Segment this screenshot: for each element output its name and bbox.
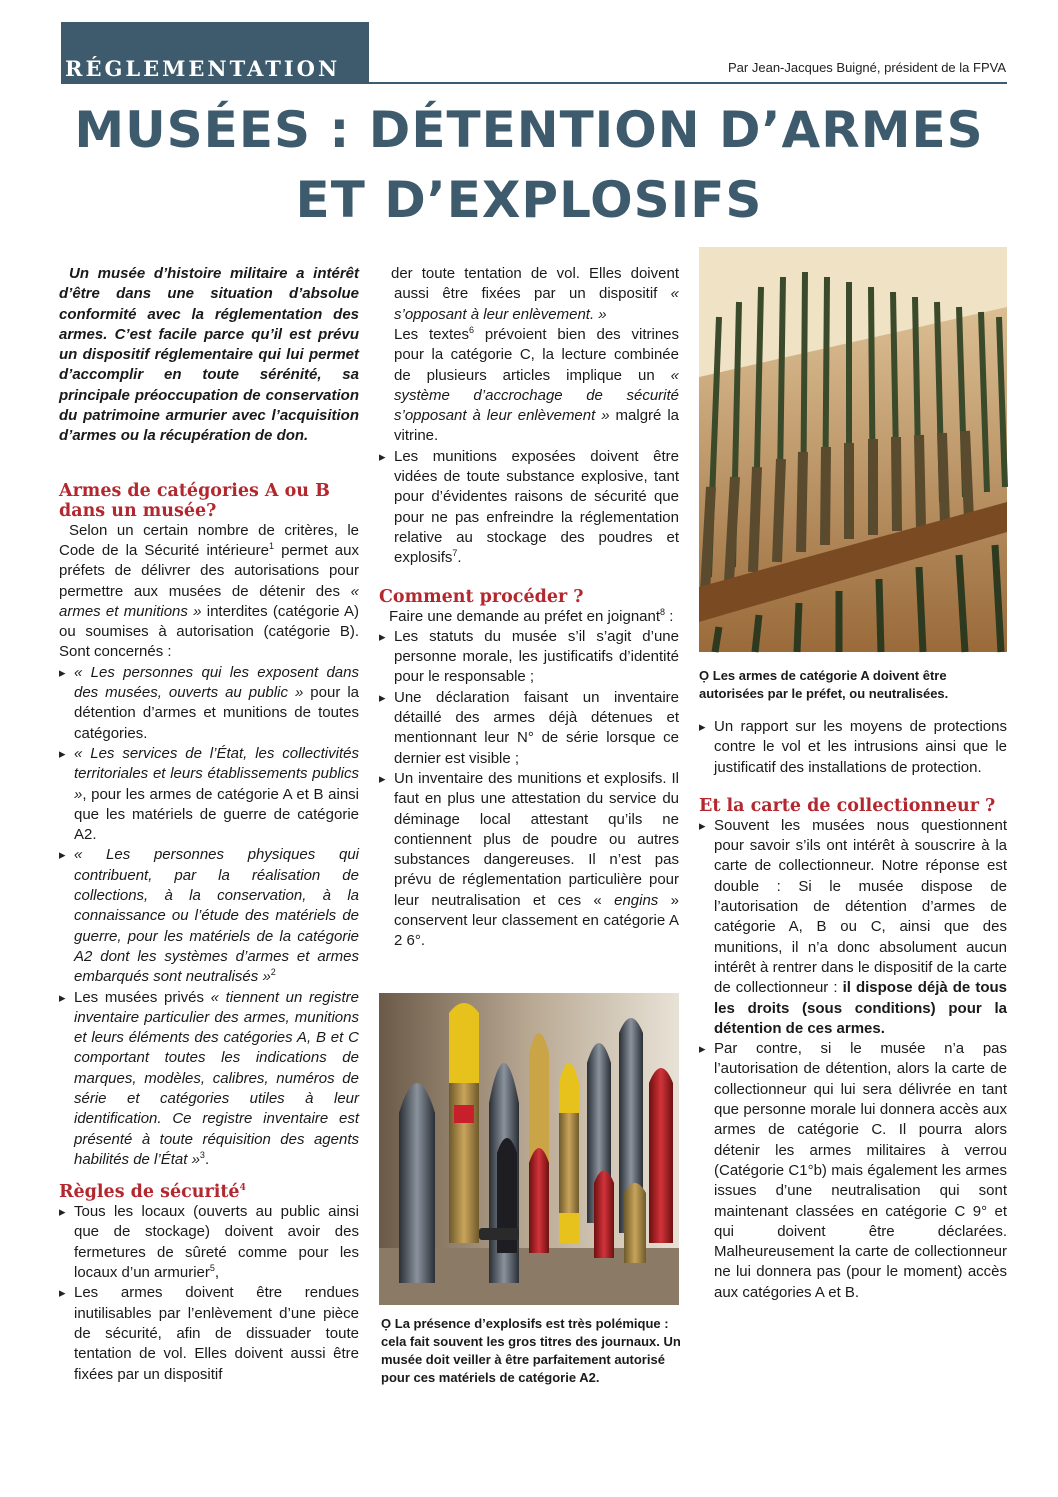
- section2-list-b: [379, 447, 679, 569]
- rifles-rack-photo: [699, 247, 1007, 652]
- section3-list-cont: [699, 717, 1007, 778]
- column-2: [379, 264, 679, 952]
- header-rule: [369, 82, 1007, 84]
- column-3: [699, 667, 1007, 1303]
- byline: Par Jean-Jacques Buigné, président de la FPVA: [728, 60, 1006, 75]
- section2-list-a: [59, 1202, 359, 1383]
- list-item: ▸ Les musées privés « tiennent un registre inventaire particulier des armes, munitions et leurs éléments des catégories A, B et C comportant toutes les indications de marques, modèles, calibres, numéros de série et catégories utiles à leur identification. Ce registre inventaire est présenté à toute réquisition des agents habilités de l’État »$^3$.: [59, 988, 359, 1171]
- section3-list: [379, 627, 679, 952]
- shells-caption: Ọ La présence d’explosifs est très polémique : cela fait souvent les gros titres des journaux. Un musée doit veiller à être parfaitement autorisé pour ces matériels de catégorie A2.: [381, 1316, 681, 1385]
- section1-list: [59, 663, 359, 1170]
- heading-carte-collectionneur: Et la carte de collectionneur ?: [699, 795, 996, 816]
- list-item: ▸ Une déclaration faisant un inventaire détaillé des armes déjà détenues et mentionnant leur N° de série lorsque ce dernier est visible ;: [379, 688, 679, 769]
- section1-intro: Selon un certain nombre de critères, le Code de la Sécurité intérieure$^1$ permet aux préfets de délivrer des autorisations pour permettre aux musées de détenir des « armes et munitions » interdites (catégorie A) ou soumises à autorisation (catégorie B). Sont concernés :: [59, 521, 359, 661]
- list-item: ▸ Tous les locaux (ouverts au public ainsi que de stockage) doivent avoir des fermetures de sûreté comme pour les locaux d’un armurier$^5$,: [59, 1202, 359, 1283]
- list-item: ▸ Souvent les musées nous questionnent pour savoir s’ils ont intérêt à souscrire à la carte de collectionneur. Notre réponse est double : Si le musée dispose de l’autorisation de détention d’armes de catégorie A, B ou C, ainsi que des munitions, il n’a donc absolument aucun intérêt à rentrer dans le dispositif de la carte de collectionneur : il dispose déjà de tous les droits (sous conditions) pour la détention de ces armes.: [699, 816, 1007, 1039]
- list-item: ▸ Un inventaire des munitions et explosifs. Il faut en plus une attestation du service du déminage local attestant qu’ils ne contiennent plus de poudre ou autres substances dangereuses. Il n’est pas prévu de réglementation particulière pour leur neutralisation et ces « engins » conservent leur classement en catégorie A 2 6°.: [379, 769, 679, 952]
- section-rubric: [61, 22, 369, 84]
- continued-bullet-end: Les textes$^6$ prévoient bien des vitrines pour la catégorie C, la lecture combinée de plusieurs articles implique un « système d’accrochage de sécurité s’opposant à leur enlèvement » malgré la vitrine.: [394, 325, 680, 445]
- list-item: ▸ Les armes doivent être rendues inutilisables par l’enlèvement d’une pièce de sécurité, afin de dissuader toute tentation de vol. Elles doivent aussi être fixées par un dispositif: [59, 1283, 359, 1345]
- list-item: ▸ « Les personnes qui les exposent dans des musées, ouverts au public » pour la détention d’armes et munitions de toutes catégories.: [59, 663, 359, 744]
- section3-intro: Faire une demande au préfet en joignant$^8$ :: [389, 606, 674, 625]
- list-item: ▸ « Les services de l’État, les collectivités territoriales et leurs établissements publics », pour les armes de catégorie A et B ainsi que les matériels de guerre de catégorie A2.: [59, 744, 359, 845]
- heading-comment-proceder: Comment procéder ?: [379, 586, 584, 607]
- continued-bullet: der toute tentation de vol. Elles doivent aussi être fixées par un dispositif « s’opposant à leur enlèvement. »: [391, 265, 679, 323]
- list-item: ▸ Les munitions exposées doivent être vidées de toute substance explosive, tant pour d’évidentes raisons de sécurité que pour ne pas enfreindre la réglementation relative au stockage des poudres et explosifs$^7$.: [379, 447, 679, 569]
- list-item: ▸ Par contre, si le musée n’a pas l’autorisation de détention, alors la carte de collectionneur qui lui sera délivrée en tant que personne morale lui donnera accès aux armes de catégorie C. Il pourra alors détenir les armes militaires à verrou (Catégorie C1°b) mais également les armes issues d’une neutralisation qui sont maintenant classées en catégorie C 9° et qui doivent être déclarées. Malheureusement la carte de collectionneur ne lui donnera pas (pour le moment) accès aux catégories A et B.: [699, 1039, 1007, 1303]
- heading-regles-securite: Règles de sécurité$^4$: [59, 1182, 246, 1203]
- section4-list: [699, 816, 1007, 1303]
- shells-illustration: [379, 993, 679, 1305]
- article-title-line1: MUSÉES : DÉTENTION D’ARMES: [74, 101, 984, 159]
- rifles-illustration: [699, 247, 1007, 652]
- list-item: ▸ « Les personnes physiques qui contribuent, par la réalisation de collections, à la conservation, à la connaissance ou l’étude des matériels de guerre, pour les matériels de la catégorie A2 dont les systèmes d’armes et armes embarqués sont neutralisés »$^2$: [59, 845, 359, 987]
- rubric-label: RÉGLEMENTATION: [65, 56, 341, 81]
- column-1: [59, 264, 359, 1383]
- shells-display-photo: [379, 993, 679, 1305]
- article-title-line2: ET D’EXPLOSIFS: [295, 171, 763, 229]
- list-item: ▸ Un rapport sur les moyens de protections contre le vol et les intrusions ainsi que le justificatif des installations de protection.: [699, 717, 1007, 778]
- lead-paragraph: Un musée d’histoire militaire a intérêt d’être dans une situation d’absolue conformité avec la réglementation des armes. C’est facile parce qu’il est prévu un dispositif réglementaire qui lui permet d’accomplir en toute sérénité, sa principale préoccupation de conservation du patrimoine armurier avec l’acquisition d’armes ou la récupération de don.: [59, 265, 359, 445]
- heading-armes-categories: Armes de catégories A ou B dans un musée?: [59, 480, 330, 521]
- rifles-caption: Ọ Les armes de catégorie A doivent être autorisées par le préfet, ou neutralisées.: [699, 668, 949, 701]
- list-item: ▸ Les statuts du musée s’il s’agit d’une personne morale, les justificatifs d’identité pour le responsable ;: [379, 627, 679, 688]
